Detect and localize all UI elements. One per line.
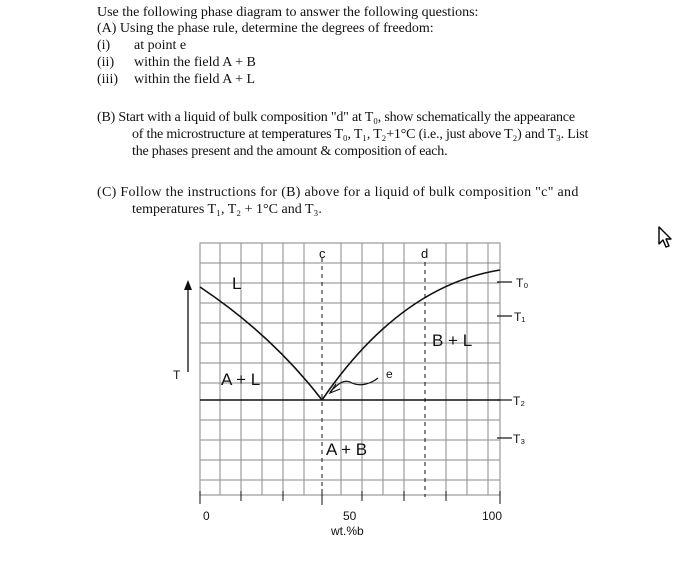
x-axis-ticks <box>200 489 500 505</box>
t1-label: T₁ <box>514 310 526 324</box>
t0-label: T₀ <box>516 276 529 290</box>
field-ab-label: A + B <box>326 440 368 459</box>
x-tick-0-label: 0 <box>203 509 210 523</box>
liquidus-b-curve <box>322 270 500 400</box>
part-a-title: (A) Using the phase rule, determine the degrees of freedom: <box>97 21 434 36</box>
label-e: e <box>386 367 393 381</box>
temperature-axis-arrowhead <box>184 280 192 290</box>
label-d: d <box>421 246 429 261</box>
x-tick-100-label: 100 <box>482 509 503 523</box>
t2-label: T₂ <box>513 394 525 408</box>
part-a-item-2-num: (ii) <box>97 55 115 70</box>
field-al-label: A + L <box>221 370 261 389</box>
part-a-item-1-text: at point e <box>134 38 187 53</box>
part-b-line-2: of the microstructure at temperatures T₀, T₁, T₂+1°C (i.e., just above T₂) and T₃. List <box>132 127 589 142</box>
x-axis-title: wt.%b <box>331 524 364 538</box>
part-a-item-3-text: within the field A + L <box>134 72 256 87</box>
part-b-line-1: (B) Start with a liquid of bulk composition "d" at T₀, show schematically the appearance <box>97 110 575 125</box>
part-c-line-2: temperatures T₁, T₂ + 1°C and T₃. <box>132 202 322 217</box>
x-tick-50-label: 50 <box>343 509 357 523</box>
intro-text: Use the following phase diagram to answer the following questions: <box>97 5 479 20</box>
field-l-label: L <box>232 274 242 293</box>
part-a-item-3-num: (iii) <box>97 72 118 87</box>
mouse-pointer-icon <box>659 227 671 247</box>
axis-t-label: T <box>173 368 181 382</box>
part-b-line-3: the phases present and the amount & composition of each. <box>132 144 448 159</box>
field-bl-label: B + L <box>432 331 473 350</box>
part-a-item-2-text: within the field A + B <box>134 55 256 70</box>
label-c: c <box>319 246 326 261</box>
part-c-line-1: (C) Follow the instructions for (B) above for a liquid of bulk composition "c" and <box>97 185 579 200</box>
t3-label: T₃ <box>513 432 526 446</box>
temperature-markers <box>497 282 512 438</box>
part-a-item-1-num: (i) <box>97 38 111 53</box>
